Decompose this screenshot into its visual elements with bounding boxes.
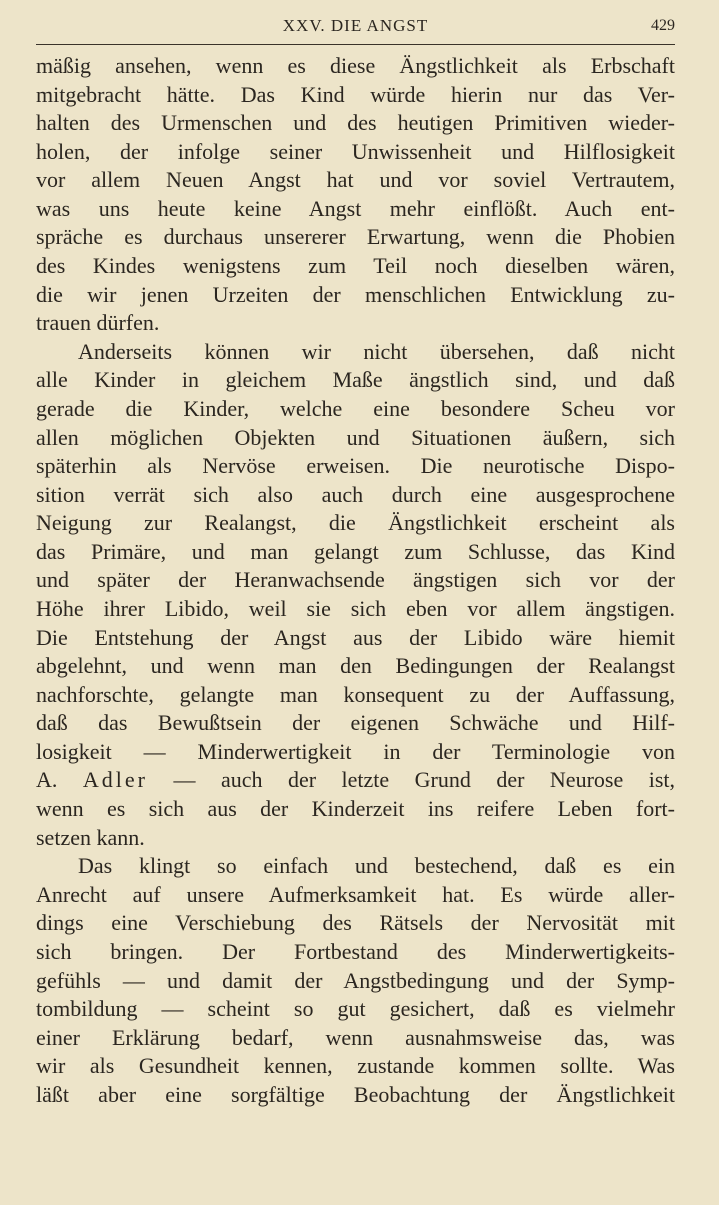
text-line: Neigung zur Realangst, die Ängstlichkeit erscheint als [36, 510, 675, 536]
body-text [36, 52, 675, 1109]
page-number: 429 [651, 17, 675, 34]
text-line: alle Kinder in gleichem Maße ängstlich sind, und daß [36, 367, 675, 393]
text-line: setzen kann. [36, 824, 145, 850]
text-line: halten des Urmenschen und des heutigen Primitiven wieder- [36, 110, 675, 136]
text-line: läßt aber eine sorgfältige Beobachtung der Ängstlichkeit [36, 1081, 675, 1107]
text-line: wir als Gesundheit kennen, zustande kommen sollte. Was [36, 1053, 675, 1079]
text-line: losigkeit — Minderwertigkeit in der Terminologie von [36, 738, 675, 764]
text-line: wenn es sich aus der Kinderzeit ins reifere Leben fort- [36, 796, 675, 822]
text-line: mitgebracht hätte. Das Kind würde hierin nur das Ver- [36, 81, 675, 107]
text-line: und später der Heranwachsende ängstigen sich vor der [36, 567, 675, 593]
text-fragment: A. [36, 767, 83, 793]
text-line: gefühls — und damit der Angstbedingung und der Symp- [36, 967, 675, 993]
text-line: tombildung — scheint so gut gesichert, daß es vielmehr [36, 996, 675, 1022]
text-line: gerade die Kinder, welche eine besondere Scheu vor [36, 395, 675, 421]
text-line: dings eine Verschiebung des Rätsels der Nervosität mit [36, 910, 675, 936]
text-line: sition verrät sich also auch durch eine ausgesprochene [36, 481, 675, 507]
text-fragment: — auch der letzte Grund der Neurose ist, [147, 767, 675, 793]
paragraph-start-line: Anderseits können wir nicht übersehen, daß nicht [78, 338, 675, 364]
text-line: spräche es durchaus unsererer Erwartung, wenn die Phobien [36, 224, 675, 250]
text-line: allen möglichen Objekten und Situationen äußern, sich [36, 424, 675, 450]
chapter-title: XXV. DIE ANGST [282, 16, 429, 35]
text-line: einer Erklärung bedarf, wenn ausnahmsweise das, was [36, 1024, 675, 1050]
text-line: Höhe ihrer Libido, weil sie sich eben vor allem ängstigen. [36, 595, 675, 621]
running-header [36, 14, 675, 45]
text-line: mäßig ansehen, wenn es diese Ängstlichkeit als Erbschaft [36, 53, 675, 78]
text-line: späterhin als Nervöse erweisen. Die neurotische Dispo- [36, 453, 675, 479]
text-line: holen, der infolge seiner Unwissenheit und Hilflosigkeit [36, 138, 675, 164]
text-line: was uns heute keine Angst mehr einflößt. Auch ent- [36, 195, 675, 221]
paragraph-start-line: Das klingt so einfach und bestechend, daß es ein [78, 853, 675, 879]
text-line: nachforschte, gelangte man konsequent zu der Auffassung, [36, 681, 675, 707]
text-line: sich bringen. Der Fortbestand des Minderwertigkeits- [36, 938, 675, 964]
text-line: abgelehnt, und wenn man den Bedingungen der Realangst [36, 653, 675, 679]
text-line: trauen dürfen. [36, 310, 160, 336]
text-line: daß das Bewußtsein der eigenen Schwäche und Hilf- [36, 710, 675, 736]
text-line-adler [36, 766, 675, 795]
text-line: das Primäre, und man gelangt zum Schlusse, das Kind [36, 538, 675, 564]
author-name: Adler [82, 767, 148, 793]
text-line: Die Entstehung der Angst aus der Libido wäre hiemit [36, 624, 675, 650]
text-line: des Kindes wenigstens zum Teil noch dieselben wären, [36, 253, 675, 279]
text-line: die wir jenen Urzeiten der menschlichen Entwicklung zu- [36, 281, 675, 307]
text-line: vor allem Neuen Angst hat und vor soviel Vertrautem, [36, 167, 675, 193]
text-line: Anrecht auf unsere Aufmerksamkeit hat. Es würde aller- [36, 881, 675, 907]
